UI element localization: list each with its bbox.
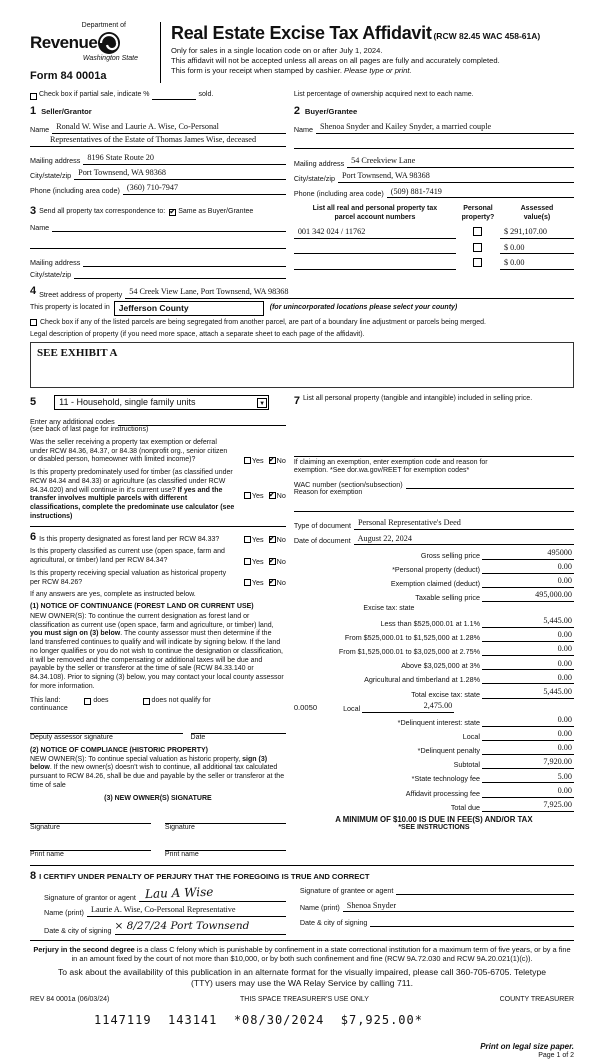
historic-property-question: Is this property receiving special valuation as historical property per RCW 84.26? Yes ✔ No (30, 570, 286, 588)
notice-of-compliance-title: (2) NOTICE OF COMPLIANCE (HISTORIC PROPERTY) (30, 746, 208, 754)
buyer-phone-field[interactable]: (509) 881-7419 (387, 187, 574, 199)
partial-sale-checkbox[interactable] (30, 93, 37, 100)
excise-tax-state-header: Excise tax: state (363, 604, 415, 612)
exemption-claimed-field[interactable]: 0.00 (482, 576, 574, 588)
assessed-value-col-header: Assessed value(s) (520, 205, 554, 221)
assessed-value-field-2[interactable]: $ 0.00 (500, 243, 574, 255)
land-use-code-select[interactable]: 11 - Household, single family units ▼ (54, 395, 269, 410)
section-3-label: Send all property tax correspondence to: (39, 207, 166, 215)
partial-sale-percent-field[interactable] (152, 92, 196, 100)
parcel-number-field[interactable]: 001 342 024 / 11762 (294, 227, 456, 239)
buyer-citystatezip-field[interactable]: Port Townsend, WA 98368 (338, 171, 574, 183)
correspondence-name-field[interactable] (52, 224, 286, 232)
treasurer-use-only-label: THIS SPACE TREASURER'S USE ONLY (240, 996, 369, 1004)
print-legal-size-note: Print on legal size paper. (480, 1042, 574, 1052)
notice-of-continuance-text: NEW OWNER(S): To continue the current designation as forest land or classification as current use (open space, farm and agriculture, or timber) land, you must sign on (3) below. The county assessor must then determine if the land transferred continues to qualify and will indicate by signing below. If the land no longer qualifies or you do not wish to continue the designation or classification, it will be removed and the compensating or additional taxes will be due and payable by the seller or transferor at the time of sale (RCW 84.33.140 or 84.34.108). Prior to signing (3) below, you may contact your local county assessor for more information. (30, 612, 284, 690)
legal-description-label: Legal description of property (if you need more space, attach a separate sheet to each page of the affidavit). (30, 331, 365, 339)
tax-line-delinquent-interest-local: Local 0.00 (462, 729, 572, 741)
section-8-number: 8 (30, 869, 37, 882)
county-treasurer-label: COUNTY TREASURER (499, 996, 574, 1004)
continuance-label: continuance (30, 705, 68, 713)
parcel-row-3 (294, 258, 574, 270)
section-7-number: 7 (293, 394, 300, 407)
total-excise-state-field[interactable]: 5,445.00 (482, 687, 574, 699)
legal-description-value: SEE EXHIBIT A (37, 346, 118, 359)
new-owner-signature-field-2[interactable] (165, 816, 286, 824)
grantor-date-city-field[interactable] (115, 920, 286, 934)
parcel-col-header: List all real and personal property tax parcel account numbers (312, 205, 438, 221)
street-address-field[interactable]: 54 Creek View Lane, Port Townsend, WA 98368 (125, 287, 574, 299)
see-instructions-note: *SEE INSTRUCTIONS (398, 824, 470, 832)
q1-yes-checkbox[interactable] (244, 457, 251, 464)
partial-sale-label: Check box if partial sale, indicate % (39, 91, 150, 99)
section-2-title: Buyer/Grantee (304, 107, 358, 116)
tier4-field[interactable]: 0.00 (482, 659, 574, 671)
reason-for-exemption-label: Reason for exemption (293, 488, 363, 496)
date-of-document-field[interactable]: August 22, 2024 (354, 534, 574, 546)
tax-line-exemption-deduct: Exemption claimed (deduct) 0.00 (390, 576, 572, 588)
forest-land-answer: Yes ✔ No (239, 535, 286, 544)
ownership-percentage-note: List percentage of ownership acquired next to each name. (293, 91, 474, 99)
local-rate-value: 0.0050 (293, 703, 318, 713)
county-note: (for unincorporated locations please select your county) (269, 304, 458, 312)
washington-state-label: Washington State (82, 54, 138, 62)
personal-property-checkbox-2[interactable] (473, 243, 482, 252)
q5-no-checkbox[interactable] (269, 579, 276, 586)
same-as-buyer-checkbox[interactable] (169, 209, 176, 216)
correspondence-mailing-field[interactable] (83, 259, 285, 267)
section-5: 5 11 - Household, single family units ▼ Enter any additional codes (see back of last page for instructions) Was the seller receiving a property tax exemption or deferral under RCW 84.36, 84.37, or 84.38 (nonprofit org., senior citizen or disabled person, homeowner with limited income)? Yes ✔ No Is this property predominately used for timber (as classified under RCW 84.34 and 84.33) or agriculture (as classified under RCW 84.34.020) and will continue in it's current use? If yes and the transfer involves multiple parcels with different classifications, complete the predominate use calculator (see instructions) Yes ✔ No (30, 395, 286, 522)
agency-block (30, 22, 160, 83)
forest-land-question: Is this property designated as forest land per RCW 84.33? (39, 535, 220, 543)
affidavit-processing-fee-field[interactable]: 0.00 (482, 786, 574, 798)
tax-line-taxable-price: Taxable selling price 495,000.00 (415, 590, 572, 602)
state-technology-fee-field[interactable]: 5.00 (482, 772, 574, 784)
tax-line-gross: Gross selling price 495000 (420, 547, 572, 560)
section-2-number: 2 (293, 105, 300, 117)
delinquent-interest-state-field[interactable]: 0.00 (482, 715, 574, 727)
section-4-property: 4 Street address of property 54 Creek View Lane, Port Townsend, WA 98368 This property is located in Jefferson County (for unincorporated locations please select your county) Check box if any of the listed parcels are being segregated from another parcel, are part of a boundary line adjustment or parcels being merged. Legal description of property (if you need more space, attach a separate sheet to each page of the affidavit). SEE EXHIBIT A (30, 285, 574, 388)
header-note-1: Only for sales in a single location code on or after July 1, 2024. (171, 45, 383, 55)
grantee-date-city-field[interactable] (370, 919, 574, 927)
parcel-table (294, 205, 574, 279)
tax-line-total-due: Total due 7,925.00 (450, 799, 572, 812)
q1-no-checkbox[interactable] (269, 457, 276, 464)
q5-yes-checkbox[interactable] (244, 579, 251, 586)
agricultural-field[interactable]: 0.00 (482, 673, 574, 685)
tax-line-subtotal: Subtotal 7,920.00 (453, 757, 572, 770)
deputy-assessor-signature-label: Deputy assessor signature (30, 734, 113, 742)
seller-phone-field[interactable]: (360) 710-7947 (123, 183, 286, 195)
section-1-number: 1 (30, 105, 37, 117)
form-number: Form 84 0001a (30, 69, 107, 82)
located-in-label: This property is located in (30, 304, 110, 312)
revenue-logo-icon (97, 31, 121, 55)
seller-mailing-field[interactable]: 8196 State Route 20 (83, 153, 285, 165)
q2-no-checkbox[interactable] (269, 492, 276, 499)
parcel-row-1 (294, 227, 574, 239)
county-select[interactable]: Jefferson County (114, 301, 264, 317)
personal-property-col-header: Personal property? (461, 205, 495, 221)
page-indicator: Page 1 of 2 (538, 1052, 574, 1060)
section-5-number: 5 (30, 395, 37, 408)
header-note-2: This affidavit will not be accepted unless all areas on all pages are fully and accurately completed. (171, 55, 500, 65)
personal-property-checkbox-3[interactable] (473, 258, 482, 267)
treasurer-receipt-stamp: 1147119 143141 *08/30/2024 $7,925.00* (94, 1013, 423, 1028)
buyer-name-field[interactable]: Shenoa Snyder and Kailey Snyder, a married couple (316, 122, 574, 134)
current-use-question: Is this property classified as current use (open space, farm and agricultural, or timber) land per RCW 84.34? Yes ✔ No (30, 548, 286, 566)
grantor-print-name-field[interactable]: Laurie A. Wise, Co-Personal Representative (87, 905, 286, 917)
timber-agriculture-question: Is this property predominately used for timber (as classified under RCW 84.34 and 84.33) or agriculture (as classified under RCW 84.34.020) and will continue in it's current use? If yes and the transfer involves multiple parcels with different classifications, complete the predominate use calculator (see instructions) Yes ✔ No (30, 469, 286, 522)
correspondence-name-field-line2[interactable] (30, 241, 286, 249)
deputy-date-label: Date (190, 734, 206, 742)
personal-property-checkbox-1[interactable] (473, 227, 482, 236)
header-note-3: This form is your receipt when stamped by cashier. Please type or print. (171, 66, 412, 76)
page-title: Real Estate Excise Tax Affidavit (171, 23, 432, 43)
tier3-field[interactable]: 0.00 (482, 644, 574, 656)
exemption-deferral-question: Was the seller receiving a property tax exemption or deferral under RCW 84.36, 84.37, or 84.38 (nonprofit org., senior citizen or disabled person, homeowner with limited income)? Yes ✔ No (30, 439, 286, 465)
section-3-correspondence: 3 Send all property tax correspondence to: ✔ Same as Buyer/Grantee Name Mailing address City/state/zip (30, 205, 294, 279)
personal-property-deduct-field[interactable]: 0.00 (482, 562, 574, 574)
personal-property-list-field[interactable] (294, 449, 574, 457)
land-does-checkbox[interactable] (84, 698, 91, 705)
title-block (160, 22, 574, 83)
q3-yes-checkbox[interactable] (244, 536, 251, 543)
delinquent-interest-local-field[interactable]: 0.00 (482, 729, 574, 741)
segregated-checkbox[interactable] (30, 319, 37, 326)
subtotal-field[interactable]: 7,920.00 (482, 757, 574, 769)
tax-line-agricultural: Agricultural and timberland at 1.28% 0.00 (364, 672, 572, 685)
revenue-wordmark: Revenue (30, 33, 98, 53)
tax-line-personal-deduct: *Personal property (deduct) 0.00 (392, 561, 572, 574)
parcel-number-field-2[interactable] (294, 243, 456, 255)
land-does-not-checkbox[interactable] (143, 698, 150, 705)
tax-line-processing-fee: Affidavit processing fee 0.00 (405, 785, 572, 798)
grantor-signature-value: Lau A Wise (144, 884, 214, 901)
section-8-certification: 8 I CERTIFY UNDER PENALTY OF PERJURY THAT THE FOREGOING IS TRUE AND CORRECT Signature of grantor or agent Lau A Wise Name (print) Laurie A. Wise, Co-Personal Representative Date & city of signing × 8/27/24 Port Townsend Signature of grantee or agent Name (print) Shenoa Snyder Date & city of signing (30, 870, 574, 935)
q4-no-checkbox[interactable] (269, 558, 276, 565)
tier2-field[interactable]: 0.00 (482, 630, 574, 642)
tax-line-delinquent-penalty: *Delinquent penalty 0.00 (417, 743, 572, 756)
buyer-name-field-line2[interactable] (294, 141, 574, 149)
rev-form-id: REV 84 0001a (06/03/24) (30, 996, 110, 1004)
assessed-value-field-1[interactable]: $ 291,107.00 (500, 227, 574, 239)
total-due-field[interactable]: 7,925.00 (482, 800, 574, 812)
section-1-title: Seller/Grantor (41, 107, 92, 116)
gross-selling-price-field[interactable]: 495000 (482, 548, 574, 560)
deputy-assessor-signature-field[interactable] (30, 726, 183, 734)
tax-line-tier3: From $1,525,000.01 to $3,025,000 at 2.75% 0.00 (338, 644, 572, 657)
tax-line-local: 0.0050 Local 2,475.00 (293, 700, 453, 713)
q4-yes-checkbox[interactable] (244, 558, 251, 565)
grantor-signature-field[interactable] (139, 886, 286, 902)
notice-of-compliance-text: NEW OWNER(S): To continue special valuation as historic property, sign (3) below. If the new owner(s) doesn't wish to continue, all additional tax calculated pursuant to RCW 84.26, shall be due and payable by the seller or transferor at the time of sale (30, 755, 285, 789)
section-7: 7 List all personal property (tangible and intangible) included in selling price. If claiming an exemption, enter exemption code and reason for exemption. *See dor.wa.gov/REET for exemption codes* WAC number (section/subsection) Reason for exemption (294, 395, 574, 513)
new-owner-print-field-1[interactable] (30, 843, 151, 851)
delinquent-penalty-field[interactable]: 0.00 (482, 743, 574, 755)
timber-agriculture-answer: Yes ✔ No (239, 491, 286, 500)
dropdown-arrow-icon[interactable]: ▼ (257, 398, 267, 408)
q2-yes-checkbox[interactable] (244, 492, 251, 499)
same-as-buyer-label: Same as Buyer/Grantee (178, 207, 254, 215)
grantee-print-name-field[interactable]: Shenoa Snyder (343, 901, 574, 913)
wac-number-field[interactable] (406, 481, 574, 489)
partial-sale-sold-label: sold. (198, 91, 214, 99)
tax-line-tech-fee: *State technology fee 5.00 (411, 771, 572, 784)
section-7-label: List all personal property (tangible and intangible) included in selling price. (302, 394, 533, 402)
new-owners-signature-title: (3) NEW OWNER(S) SIGNATURE (104, 794, 212, 802)
seller-citystatezip-field[interactable]: Port Townsend, WA 98368 (74, 168, 286, 180)
section-2-buyer: 2 Buyer/Grantee Name Shenoa Snyder and Kailey Snyder, a married couple Mailing address 54 Creekview Lane City/state/zip Port Townsend, WA 98368 Phone (including area code) (509) 881-7419 (294, 105, 574, 198)
exemption-code-note: If claiming an exemption, enter exemption code and reason for exemption. *See dor.wa.gov/REET for exemption codes* (293, 458, 488, 475)
deputy-date-field[interactable] (191, 726, 286, 734)
this-land-label: This land: (30, 696, 61, 704)
dept-of-label: Department of (81, 22, 126, 29)
local-tax-field[interactable]: 2,475.00 (362, 701, 454, 713)
tax-line-total-state: Total excise tax: state 5,445.00 (411, 686, 572, 699)
type-of-document-field[interactable]: Personal Representative's Deed (354, 518, 574, 530)
section-1-seller: 1 Seller/Grantor Name Ronald W. Wise and Laurie A. Wise, Co-Personal Representatives of the Estate of Thomas James Wise, deceased Mailing address 8196 State Route 20 City/state/zip Port Townsend, WA 98368 Phone (including area code) (360) 710-7947 (30, 105, 294, 198)
new-owner-signature-field-1[interactable] (30, 816, 151, 824)
complete-instruction: If any answers are yes, complete as instructed below. (30, 591, 196, 599)
certify-statement: I CERTIFY UNDER PENALTY OF PERJURY THAT THE FOREGOING IS TRUE AND CORRECT (39, 872, 370, 881)
section-6: 6 Is this property designated as forest land per RCW 84.33? Yes ✔ No Is this property classified as current use (open space, farm and agricultural, or timber) land per RCW 84.34? Yes ✔ No Is this property receiving special valuation as historical property per RCW 84.26? Yes ✔ No If any answers are yes, complete as instructed below. (1) NOTICE OF CONTINUANCE (FOREST LAND OR CURRENT USE) NEW OWNER(S): To continue the current designation as forest land or classification as current use (open space, farm and agriculture, or timber) land, you must sign on (3) below. The county assessor must then determine if the land transferred continues to qualify and will indicate by signing below. If the land no longer qualifies or you do not wish to continue the designation or classification, it will be removed and the compensating or additional taxes will be due and payable by the seller or transferor at the time of sale (RCW 84.33.140 or 84.34.108). Prior to signing (3) below, you may contact your local county assessor for more information. This land: does does not qualify for continuance Deputy assessor signature Date (2) NOTICE OF COMPLIANCE (HISTORIC PROPERTY) NEW OWNER(S): To continue special valuation as historic property, sign (3) below. If the new owner(s) doesn't wish to continue, all additional tax calculated pursuant to RCW 84.26, shall be due and payable by the seller or transferor at the time of sale (3) NEW OWNER(S) SIGNATURE Signature Signature Print name Print name (30, 531, 286, 860)
perjury-note: Perjury in the second degree is a class C felony which is punishable by confinement in a state correctional institution for a maximum term of five years, or by a fine in an amount fixed by the court of not more than $10,000, or by both such confinement and fine (RCW 9A.72.030 and RCW 9A.20.021(1)(c)). (33, 944, 571, 963)
tax-line-tier4: Above $3,025,000 at 3% 0.00 (401, 658, 572, 671)
new-owner-print-field-2[interactable] (165, 843, 286, 851)
grantee-signature-field[interactable] (396, 887, 574, 895)
seller-name-field[interactable]: Ronald W. Wise and Laurie A. Wise, Co-Personal (52, 122, 286, 134)
seller-name-field-line2[interactable]: Representatives of the Estate of Thomas James Wise, deceased (30, 135, 286, 147)
parcel-row-2 (294, 243, 574, 255)
historic-property-answer: Yes ✔ No (239, 578, 286, 587)
section-6-number: 6 (30, 530, 37, 543)
tax-line-delinquent-interest-state: *Delinquent interest: state 0.00 (397, 715, 572, 727)
exemption-deferral-answer: Yes ✔ No (239, 456, 286, 465)
additional-codes-field[interactable] (118, 418, 286, 426)
current-use-answer: Yes ✔ No (239, 557, 286, 566)
correspondence-citystatezip-field[interactable] (74, 271, 286, 279)
title-rcw-reference: (RCW 82.45 WAC 458-61A) (433, 31, 541, 41)
taxable-selling-price-field[interactable]: 495,000.00 (482, 590, 574, 602)
parcel-number-field-3[interactable] (294, 258, 456, 270)
notice-of-continuance-title: (1) NOTICE OF CONTINUANCE (FOREST LAND OR CURRENT USE) (30, 603, 254, 611)
section-3-number: 3 (30, 205, 37, 218)
buyer-mailing-field[interactable]: 54 Creekview Lane (347, 156, 574, 168)
grantor-date-city-value: × 8/27/24 Port Townsend (114, 920, 250, 933)
see-back-note: (see back of last page for instructions) (30, 426, 149, 434)
minimum-due-note: A MINIMUM OF $10.00 IS DUE IN FEE(S) AND/OR TAX (335, 814, 533, 824)
q3-no-checkbox[interactable] (269, 536, 276, 543)
segregated-label: Check box if any of the listed parcels are being segregated from another parcel, are part of a boundary line adjustment or parcels being merged. (40, 319, 486, 327)
tier1-field[interactable]: 5,445.00 (482, 616, 574, 628)
tax-line-tier1: Less than $525,000.01 at 1.1% 5,445.00 (380, 616, 572, 628)
form-header (30, 22, 574, 83)
tax-computation: Type of document Personal Representative's Deed Date of document August 22, 2024 Gross selling price 495000 *Personal property (deduct) 0.00 Exemption claimed (deduct) 0.00 Taxable selling price 495,000.00 Excise tax: state Less than $525,000.01 at 1.1% 5,445.00 From $525,000.01 to $1,525,000 at 1.28% 0.00 From $1,525,000.01 to $3,025,000 at 2.75% 0.00 Above $3,025,000 at 3% 0.00 Agricultural and timberland at 1.28% 0.00 Total excise tax: state 5,445.00 0.0050 Local 2,475.00 *Delinquent interest: state 0.00 Local 0.00 *Delinquent penalty 0.00 Subtotal 7,920.00 *State technology fee 5.00 Affidavit processing fee 0.00 Total due 7,925.00 A MINIMUM OF $10.00 IS DUE IN FEE(S) AND/OR TAX *SEE INSTRUCTIONS (293, 518, 572, 832)
section-4-number: 4 (30, 285, 37, 297)
legal-description-field[interactable] (30, 342, 574, 388)
tax-line-tier2: From $525,000.01 to $1,525,000 at 1.28% 0.00 (344, 630, 572, 642)
alternate-format-note: To ask about the availability of this publication in an alternate format for the visually impaired, please call 360-705-6705. Teletype (TTY) users may use the WA Relay Service by calling 711. (57, 967, 547, 988)
assessed-value-field-3[interactable]: $ 0.00 (500, 258, 574, 270)
